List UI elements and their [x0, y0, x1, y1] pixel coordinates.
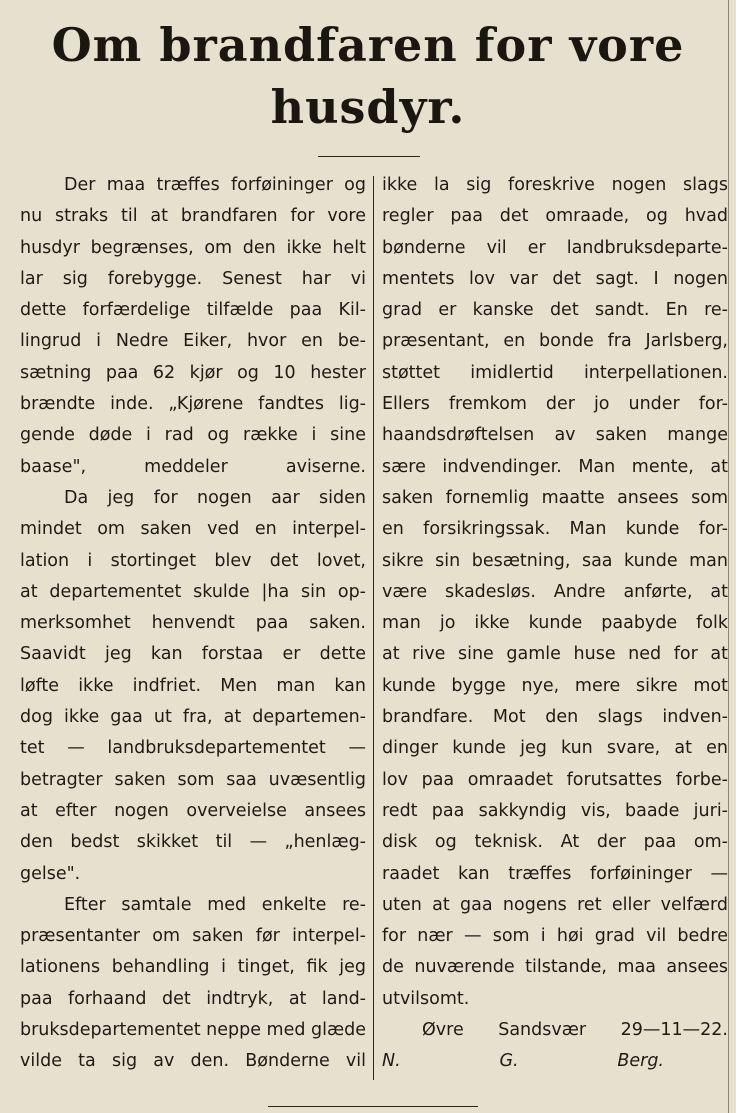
- text-line: Saavidt jeg kan forstaa er dette: [20, 644, 366, 665]
- text-line: præsentant, en bonde fra Jarlsberg,: [382, 331, 728, 352]
- text-line: paa forhaand det indtryk, at land-: [20, 988, 366, 1009]
- signature: N. G. Berg.: [382, 1051, 664, 1072]
- text-line: dette forfærdelige tilfælde paa Kil-: [20, 300, 366, 321]
- text-line: gelse".: [20, 863, 81, 884]
- text-line: at efter nogen overveielse ansees: [20, 800, 366, 821]
- text-line: regler paa det omraade, og hvad: [382, 206, 728, 227]
- text-line: gende døde i rad og række i sine: [20, 425, 366, 446]
- text-line: utvilsomt.: [382, 988, 470, 1009]
- left-column-text: [20, 170, 366, 1078]
- text-line: lov paa omraadet forutsattes forbe-: [382, 769, 728, 790]
- text-line: bruksdepartementet neppe med glæde: [20, 1020, 367, 1041]
- text-line: nu straks til at brandfaren for vore: [20, 206, 366, 227]
- text-line: disk og teknisk. At der paa om-: [382, 832, 728, 853]
- text-line: sikre sin besætning, saa kunde man: [382, 550, 728, 571]
- text-line: vilde ta sig av den. Bønderne vil: [20, 1051, 366, 1072]
- text-line: at rive sine gamle huse ned for at: [382, 644, 728, 665]
- text-line: dog ikke gaa ut fra, at departemen-: [20, 707, 366, 728]
- text-line: at departementet skulde |ha sin op-: [20, 581, 366, 602]
- text-line: merksomhet henvendt paa saken.: [20, 613, 366, 634]
- text-line: den bedst skikket til — „henlæg-: [20, 832, 366, 853]
- text-line: lation i stortinget blev det lovet,: [20, 550, 366, 571]
- text-line: lingrud i Nedre Eiker, hvor en be-: [20, 331, 366, 352]
- text-line: uten at gaa nogens ret eller velfærd: [382, 894, 728, 915]
- text-line: sætning paa 62 kjør og 10 hester: [20, 362, 366, 383]
- right-column-text: [382, 170, 728, 1015]
- text-line: sære indvendinger. Man mente, at: [382, 456, 728, 477]
- title-rule: [318, 156, 420, 157]
- text-line: de nuværende tilstande, maa ansees: [382, 957, 728, 978]
- text-line: mentets lov var det sagt. I nogen: [382, 268, 728, 289]
- bottom-rule: [268, 1106, 478, 1107]
- text-line: en forsikringssak. Man kunde for-: [382, 519, 728, 540]
- text-line: lationens behandling i tinget, fik jeg: [20, 957, 366, 978]
- text-line: bønderne vil er landbruksdeparte-: [382, 237, 728, 258]
- column-separator: [373, 176, 374, 1080]
- text-line: betragter saken som saa uvæsentlig: [20, 769, 366, 790]
- text-line: grad er kanske det sandt. En re-: [382, 300, 728, 321]
- text-line: præsentanter om saken før interpel-: [20, 926, 366, 947]
- text-line: saken fornemlig maatte ansees som: [382, 487, 728, 508]
- article-title-line-1: Om brandfaren for vore: [51, 18, 685, 72]
- article-title-line-2: husdyr.: [270, 80, 466, 134]
- text-line: løfte ikke indfriet. Men man kan: [20, 675, 366, 696]
- article-title: [20, 14, 716, 138]
- text-line: Efter samtale med enkelte re-: [64, 894, 366, 915]
- text-line: husdyr begrænses, om den ikke helt: [20, 237, 366, 258]
- text-line: redt paa sakkyndig vis, baade juri-: [382, 800, 728, 821]
- text-line: baase", meddeler aviserne.: [20, 456, 366, 477]
- text-line: Der maa træffes forføininger og: [64, 175, 366, 195]
- text-line: ikke la sig foreskrive nogen slags: [382, 175, 728, 195]
- text-line: mindet om saken ved en interpel-: [20, 519, 366, 540]
- page-edge: [728, 0, 729, 1113]
- text-line: Da jeg for nogen aar siden: [64, 487, 366, 508]
- right-column: [382, 170, 728, 1078]
- text-line: brændte inde. „Kjørene fandtes lig-: [20, 394, 366, 415]
- text-line: kunde bygge nye, mere sikre mot: [382, 675, 728, 696]
- text-line: raadet kan træffes forføininger —: [382, 863, 728, 884]
- text-line: brandfare. Mot den slags indven-: [382, 707, 728, 728]
- text-line: Ellers fremkom der jo under for-: [382, 394, 728, 415]
- dateline: Øvre Sandsvær 29—11—22.: [422, 1020, 728, 1041]
- text-line: støttet imidlertid interpellationen.: [382, 362, 728, 383]
- left-column: [20, 170, 366, 1078]
- text-line: tet — landbruksdepartementet —: [20, 738, 366, 759]
- text-line: lar sig forebygge. Senest har vi: [20, 268, 366, 289]
- text-line: for nær — som i høi grad vil bedre: [382, 926, 728, 947]
- text-line: være skadesløs. Andre anførte, at: [382, 581, 728, 602]
- text-line: dinger kunde jeg kun svare, at en: [382, 738, 728, 759]
- text-line: haandsdrøftelsen av saken mange: [382, 425, 728, 446]
- text-line: man jo ikke kunde paabyde folk: [382, 613, 728, 634]
